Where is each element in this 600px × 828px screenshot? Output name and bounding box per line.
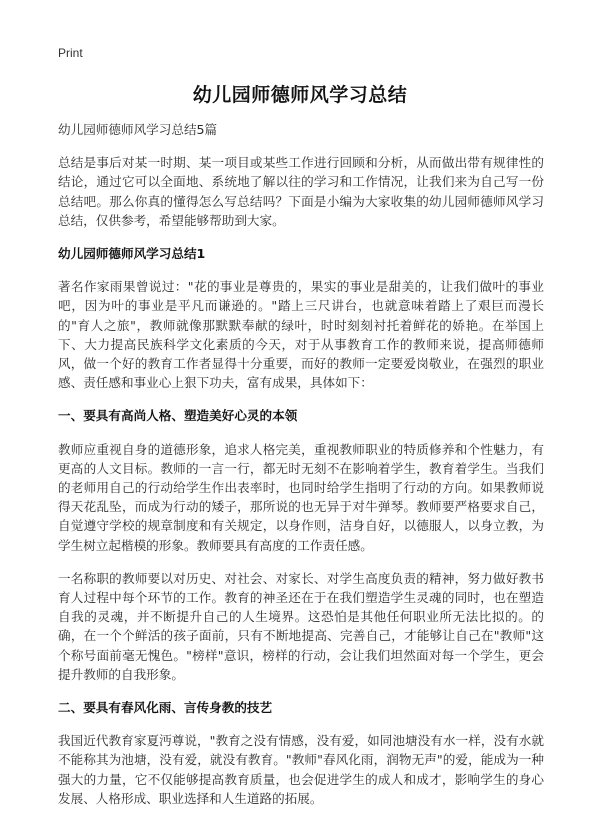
page-title: 幼儿园师德师风学习总结 — [192, 84, 408, 106]
section2-heading: 二、要具有春风化雨、言传身教的技艺 — [58, 700, 273, 716]
intro-paragraph: 总结是事后对某一时期、某一项目或某些工作进行回顾和分析，从而做出带有规律性的结论，通过它可以全面地、系统地了解以往的学习和工作情况，让我们来为自己写一份总结吧。那么你真的懂得怎么写总结吗？下面是小编为大家收集的幼儿园师德师风学习总结，仅供参考，希望能够帮助到大家。 — [58, 155, 544, 228]
print-link[interactable]: Print — [58, 46, 83, 60]
part-heading: 幼儿园师德师风学习总结1 — [58, 246, 206, 262]
section1-paragraph-2: 一名称职的教师要以对历史、对社会、对家长、对学生高度负责的精神，努力做好教书育人过程中每个环节的工作。教育的神圣还在于在我们塑造学生灵魂的同时，也在塑造自我的灵魂，并不断提升自己的人生境界。这恐怕是其他任何职业所无法比拟的。的确，在一个个鲜活的孩子面前，只有不断地提高、完善自己，才能够让自己在"教师"这个称号面前毫无愧色。"榜样"意识，榜样的行动，会让我们坦然面对每一个学生，更会提升教师的自我形象。 — [58, 570, 544, 682]
section2-paragraph-1: 我国近代教育家夏沔尊说，"教育之没有情感，没有爱，如同池塘没有水一样，没有水就不能称其为池塘，没有爱，就没有教育。"教师"春风化雨，润物无声"的爱，能成为一种强大的力量，它不仅能够提高教育质量，也会促进学生的成人和成才，影响学生的身心发展、人格形成、职业选择和人生道路的拓展。 — [58, 733, 544, 806]
section1-paragraph-1: 教师应重视自身的道德形象，追求人格完美，重视教师职业的特质修养和个性魅力，有更高的人文目标。教师的一言一行，都无时无刻不在影响着学生，教育着学生。当我们的老师用自己的行动给学生作出表率时，也同时给学生指明了行动的方向。如果教师说得天花乱坠，而成为行动的矮子，那所说的也无异于对牛弹琴。教师要严格要求自己，自觉遵守学校的规章制度和有关规定，以身作则，洁身自好，以德服人，以身立教，为学生树立起楷模的形象。教师要具有高度的工作责任感。 — [58, 441, 544, 553]
document-subtitle: 幼儿园师德师风学习总结5篇 — [58, 122, 218, 137]
section1-heading: 一、要具有高尚人格、塑造美好心灵的本领 — [58, 408, 298, 424]
document-body — [58, 120, 544, 822]
part-paragraph: 著名作家雨果曾说过："花的事业是尊贵的，果实的事业是甜美的，让我们做叶的事业吧，因为叶的事业是平凡而谦逊的。"踏上三尺讲台，也就意味着踏上了艰巨而漫长的"育人之旅"，教师就像那默默奉献的绿叶，时时刻刻衬托着鲜花的娇艳。在举国上下、大力提高民族科学文化素质的今天，对于从事教育工作的教师来说，提高师德师风，做一个好的教育工作者显得十分重要，而好的教师一定要爱岗敬业，在强烈的职业感、责任感和事业心上狠下功夫，富有成果，具体如下： — [58, 279, 544, 391]
